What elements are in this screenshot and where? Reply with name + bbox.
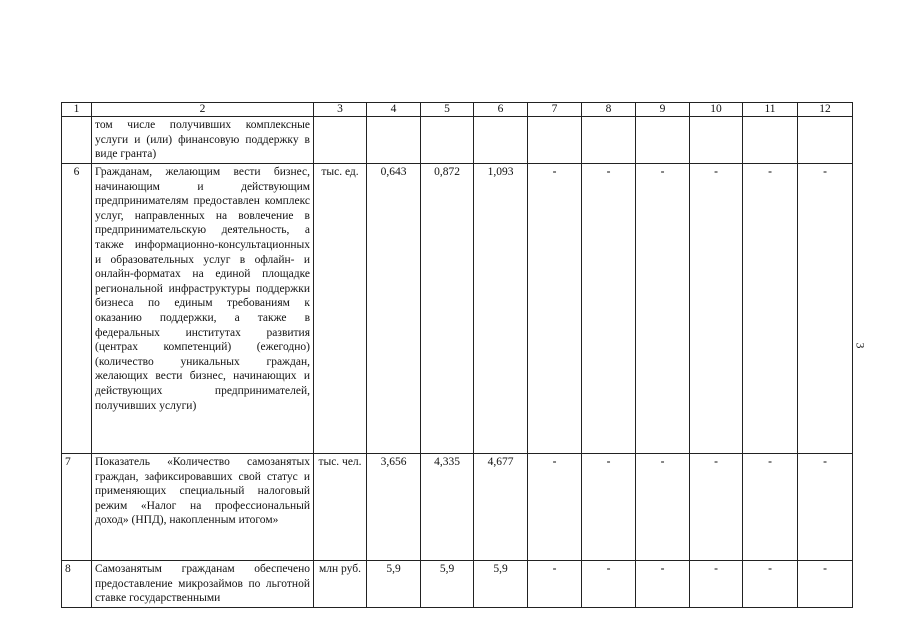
header-cell: 3 bbox=[314, 103, 367, 117]
header-cell: 10 bbox=[690, 103, 743, 117]
value-col-10: - bbox=[690, 164, 743, 454]
header-row bbox=[62, 103, 853, 117]
value-col-4 bbox=[367, 117, 421, 164]
header-cell: 1 bbox=[62, 103, 92, 117]
value-col-9: - bbox=[636, 164, 690, 454]
row-number: 6 bbox=[62, 164, 92, 454]
table-row bbox=[62, 164, 853, 454]
value-col-5 bbox=[421, 117, 474, 164]
value-col-8 bbox=[582, 117, 636, 164]
table-row bbox=[62, 454, 853, 561]
value-col-7 bbox=[528, 117, 582, 164]
indicators-table bbox=[61, 102, 853, 608]
value-col-5: 0,872 bbox=[421, 164, 474, 454]
value-col-7: - bbox=[528, 454, 582, 561]
value-col-6: 4,677 bbox=[474, 454, 528, 561]
value-col-6: 1,093 bbox=[474, 164, 528, 454]
header-cell: 7 bbox=[528, 103, 582, 117]
value-col-12 bbox=[798, 117, 853, 164]
table-row bbox=[62, 561, 853, 608]
table-row bbox=[62, 117, 853, 164]
value-col-10: - bbox=[690, 454, 743, 561]
row-number bbox=[62, 117, 92, 164]
value-col-5: 5,9 bbox=[421, 561, 474, 608]
value-col-8: - bbox=[582, 164, 636, 454]
value-col-8: - bbox=[582, 454, 636, 561]
value-col-12: - bbox=[798, 454, 853, 561]
row-number: 8 bbox=[62, 561, 92, 608]
indicator-description: Гражданам, желающим вести бизнес, начинающим и действующим предпринимателям предоставлен комплекс услуг, направленных на вовлечение в предпринимательскую деятельность, а также информационно-консультационных и образовательных услуг в офлайн- и онлайн-форматах на единой площадке региональной инфраструктуры поддержки бизнеса по единым требованиям к оказанию поддержки, а также в федеральных институтах развития (центрах компетенций) (ежегодно) (количество уникальных граждан, желающих вести бизнес, начинающих и действующих предпринимателей, получивших услуги) bbox=[92, 164, 314, 454]
unit-cell bbox=[314, 117, 367, 164]
value-col-11: - bbox=[743, 454, 798, 561]
value-col-4: 3,656 bbox=[367, 454, 421, 561]
value-col-10: - bbox=[690, 561, 743, 608]
value-col-6: 5,9 bbox=[474, 561, 528, 608]
header-cell: 12 bbox=[798, 103, 853, 117]
unit-cell: млн руб. bbox=[314, 561, 367, 608]
value-col-9 bbox=[636, 117, 690, 164]
value-col-12: - bbox=[798, 561, 853, 608]
header-cell: 6 bbox=[474, 103, 528, 117]
value-col-10 bbox=[690, 117, 743, 164]
value-col-11 bbox=[743, 117, 798, 164]
value-col-11: - bbox=[743, 561, 798, 608]
header-cell: 9 bbox=[636, 103, 690, 117]
value-col-5: 4,335 bbox=[421, 454, 474, 561]
value-col-9: - bbox=[636, 454, 690, 561]
header-cell: 8 bbox=[582, 103, 636, 117]
value-col-4: 5,9 bbox=[367, 561, 421, 608]
value-col-9: - bbox=[636, 561, 690, 608]
value-col-6 bbox=[474, 117, 528, 164]
value-col-11: - bbox=[743, 164, 798, 454]
unit-cell: тыс. ед. bbox=[314, 164, 367, 454]
header-cell: 4 bbox=[367, 103, 421, 117]
page-number: 3 bbox=[853, 342, 868, 349]
unit-cell: тыс. чел. bbox=[314, 454, 367, 561]
value-col-4: 0,643 bbox=[367, 164, 421, 454]
header-cell: 11 bbox=[743, 103, 798, 117]
header-cell: 5 bbox=[421, 103, 474, 117]
value-col-8: - bbox=[582, 561, 636, 608]
value-col-7: - bbox=[528, 164, 582, 454]
indicator-description: Показатель «Количество самозанятых граждан, зафиксировавших свой статус и применяющих специальный налоговый режим «Налог на профессиональный доход» (НПД), накопленным итогом» bbox=[92, 454, 314, 561]
value-col-12: - bbox=[798, 164, 853, 454]
header-cell: 2 bbox=[92, 103, 314, 117]
indicator-description: Самозанятым гражданам обеспечено предоставление микрозаймов по льготной ставке государственными bbox=[92, 561, 314, 608]
value-col-7: - bbox=[528, 561, 582, 608]
row-number: 7 bbox=[62, 454, 92, 561]
indicator-description: том числе получивших комплексные услуги и (или) финансовую поддержку в виде гранта) bbox=[92, 117, 314, 164]
